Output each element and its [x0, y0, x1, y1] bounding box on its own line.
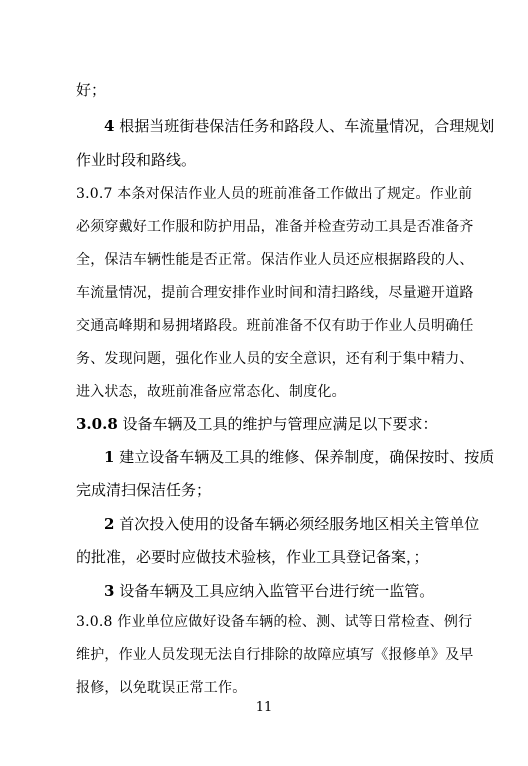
list-item-1: 1 建立设备车辆及工具的维修、保养制度，确保按时、按质: [104, 448, 495, 466]
explanation-line: 交通高峰期和易拥堵路段。班前准备不仅有助于作业人员明确任: [76, 318, 474, 334]
explanation-line: 3.0.7 本条对保洁作业人员的班前准备工作做出了规定。作业前: [76, 186, 473, 202]
page-number: 11: [255, 700, 273, 715]
item-number: 1: [104, 448, 115, 466]
explanation-line: 报修，以免耽误正常工作。: [76, 680, 247, 696]
explanation-line: 必须穿戴好工作服和防护用品，准备并检查劳动工具是否准备齐: [76, 219, 474, 235]
item-number: 2: [104, 515, 115, 533]
explanation-line: 维护，作业人员发现无法自行排除的故障应填写《报修单》及早: [76, 647, 474, 663]
explanation-line: 3.0.8 作业单位应做好设备车辆的检、测、试等日常检查、例行: [76, 614, 473, 630]
list-item-2: 2 首次投入使用的设备车辆必须经服务地区相关主管单位: [104, 515, 480, 533]
clause-3-0-8: 3.0.8 设备车辆及工具的维护与管理应满足以下要求：: [76, 415, 438, 433]
explanation-line: 车流量情况，提前合理安排作业时间和清扫路线，尽量避开道路: [76, 285, 474, 301]
text-line: 好；: [76, 81, 107, 99]
explanation-line: 进入状态，故班前准备应常态化、制度化。: [76, 384, 346, 400]
clause-number: 3.0.8: [76, 415, 118, 433]
explanation-line: 全，保洁车辆性能是否正常。保洁作业人员还应根据路段的人、: [76, 252, 474, 268]
explanation-line: 务、发现问题，强化作业人员的安全意识，还有利于集中精力、: [76, 351, 474, 367]
text-line: 的批准，必要时应做技术验核，作业工具登记备案，；: [76, 548, 429, 566]
list-item-4: 4 根据当班街巷保洁任务和路段人、车流量情况，合理规划: [104, 117, 495, 135]
text-line: 完成清扫保洁任务；: [76, 481, 212, 499]
list-item-3: 3 设备车辆及工具应纳入监管平台进行统一监管。: [104, 582, 435, 600]
item-number: 4: [104, 117, 115, 135]
item-number: 3: [104, 582, 115, 600]
text-line: 作业时段和路线。: [76, 151, 197, 169]
